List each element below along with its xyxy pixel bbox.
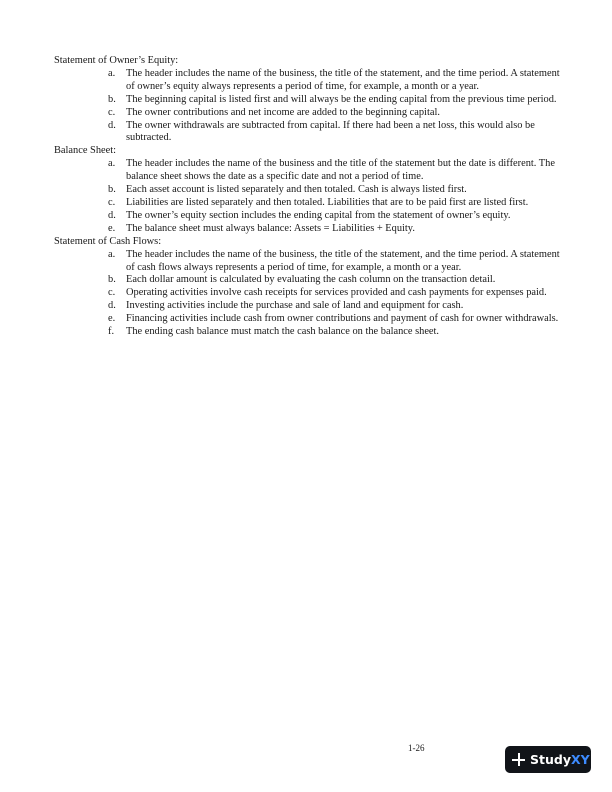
list-item: [54, 107, 564, 120]
item-marker: e.: [108, 313, 116, 325]
item-marker: f.: [108, 326, 115, 338]
section-heading: Balance Sheet:: [54, 145, 117, 157]
item-marker: c.: [108, 287, 116, 299]
section-heading: Statement of Owner’s Equity:: [54, 55, 179, 66]
list-item: [54, 249, 564, 275]
item-list: [54, 68, 564, 145]
list-item: [54, 184, 564, 197]
item-marker: a.: [108, 158, 116, 170]
item-text: The ending cash balance must match the cash balance on the balance sheet.: [126, 326, 440, 338]
list-item: [54, 94, 564, 107]
item-marker: a.: [108, 67, 116, 79]
item-list: [54, 158, 564, 235]
item-text: The owner contributions and net income are added to the beginning capital.: [126, 106, 440, 118]
studyxy-logo[interactable]: [505, 746, 591, 773]
item-marker: a.: [108, 248, 116, 260]
list-item: [54, 158, 564, 184]
list-item: [54, 287, 564, 300]
item-marker: e.: [108, 222, 116, 234]
item-marker: b.: [108, 93, 116, 105]
page-number: 1-26: [408, 743, 425, 753]
section-owners-equity: [54, 55, 564, 145]
item-text: Each asset account is listed separately and then totaled. Cash is always listed first.: [126, 184, 467, 196]
item-text: Financing activities include cash from owner contributions and payment of cash for owner withdrawals.: [126, 313, 559, 325]
item-text: The header includes the name of the business, the title of the statement, and the time period. A statement of owner’s equity always represents a period of time, for example, a month or a year.: [126, 67, 560, 92]
section-balance-sheet: [54, 145, 564, 235]
section-cash-flows: [54, 236, 564, 339]
list-item: [54, 313, 564, 326]
list-item: [54, 120, 564, 146]
item-text: The beginning capital is listed first and will always be the ending capital from the previous time period.: [126, 93, 557, 105]
item-marker: d.: [108, 300, 116, 312]
list-item: [54, 210, 564, 223]
item-text: The header includes the name of the business, the title of the statement, and the time period. A statement of cash flows always represents a period of time, for example, a month or a year.: [126, 248, 560, 273]
item-marker: b.: [108, 274, 116, 286]
list-item: [54, 300, 564, 313]
list-item: [54, 223, 564, 236]
item-marker: b.: [108, 184, 116, 196]
list-item: [54, 197, 564, 210]
item-marker: d.: [108, 119, 116, 131]
brand-xy: XY: [570, 752, 590, 767]
item-list: [54, 249, 564, 339]
item-text: Operating activities involve cash receipts for services provided and cash payments for expenses paid.: [126, 287, 547, 299]
document-body: [54, 55, 564, 339]
item-text: Each dollar amount is calculated by evaluating the cash column on the transaction detail.: [126, 274, 496, 286]
list-item: [54, 326, 564, 339]
item-text: The owner withdrawals are subtracted from capital. If there had been a net loss, this would also be subtracted.: [126, 119, 535, 144]
item-text: The balance sheet must always balance: Assets = Liabilities + Equity.: [126, 222, 415, 234]
item-text: Investing activities include the purchase and sale of land and equipment for cash.: [126, 300, 464, 312]
list-item: [54, 68, 564, 94]
item-text: Liabilities are listed separately and then totaled. Liabilities that are to be paid first are listed first.: [126, 196, 529, 208]
item-marker: c.: [108, 106, 116, 118]
item-marker: c.: [108, 196, 116, 208]
item-text: The header includes the name of the business and the title of the statement but the date is different. The balance sheet shows the date as a specific date and not a period of time.: [126, 158, 555, 183]
list-item: [54, 274, 564, 287]
section-heading: Statement of Cash Flows:: [54, 235, 162, 247]
item-text: The owner’s equity section includes the ending capital from the statement of owner’s equity.: [126, 209, 511, 221]
item-marker: d.: [108, 209, 116, 221]
brand-study: Study: [530, 752, 571, 767]
plus-icon: [512, 753, 525, 766]
